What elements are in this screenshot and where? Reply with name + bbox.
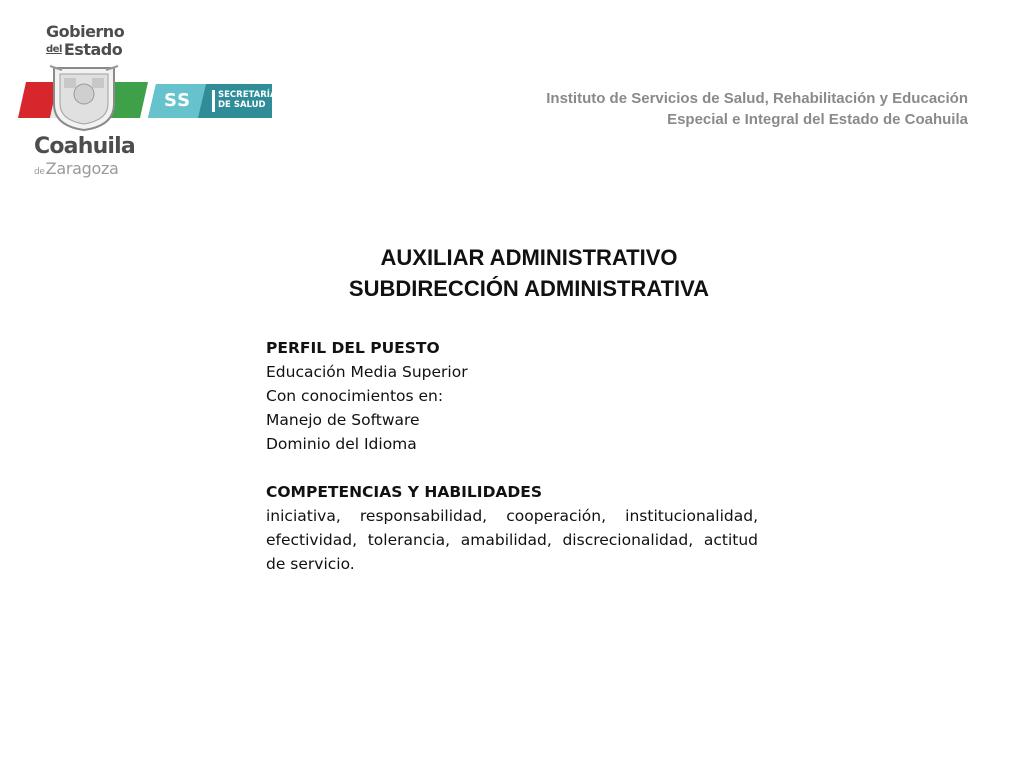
institute-line-2: Especial e Integral del Estado de Coahuila: [667, 111, 968, 128]
gov-title-estado: [46, 40, 122, 59]
state-name: Coahuila: [34, 134, 135, 159]
gov-title-gobierno: Gobierno: [46, 22, 125, 41]
section-spacer: [266, 456, 758, 480]
profile-heading: PERFIL DEL PUESTO: [266, 339, 440, 357]
state-subtitle-zaragoza: Zaragoza: [45, 159, 119, 178]
institute-line-1: Instituto de Servicios de Salud, Rehabilitación y Educación: [546, 90, 968, 107]
profile-item: Con conocimientos en:: [266, 387, 444, 405]
ss-label-line1: SECRETARÍA: [218, 90, 277, 100]
ss-label-line2: DE SALUD: [218, 100, 266, 110]
gov-title-estado-word: Estado: [63, 40, 123, 59]
gov-title-del: del: [46, 44, 62, 55]
job-description: [266, 336, 758, 576]
state-subtitle: [34, 159, 119, 178]
competencies-heading: COMPETENCIAS Y HABILIDADES: [266, 483, 543, 501]
state-subtitle-de: de: [34, 167, 45, 177]
department-title: SUBDIRECCIÓN ADMINISTRATIVA: [348, 276, 710, 301]
profile-item: Manejo de Software: [266, 411, 420, 429]
competencies-text: iniciativa, responsabilidad, cooperación, institucionalidad, efectividad, tolerancia, amabilidad, discrecionalidad, actitud de servicio.: [266, 507, 758, 573]
coat-of-arms-icon: [46, 64, 122, 132]
government-logo: [18, 18, 278, 183]
ss-abbrev: SS: [164, 90, 192, 111]
page-title: [0, 242, 1024, 304]
profile-item: Educación Media Superior: [266, 363, 468, 381]
profile-item: Dominio del Idioma: [266, 435, 417, 453]
institute-name: [546, 88, 968, 130]
position-title: AUXILIAR ADMINISTRATIVO: [380, 245, 678, 270]
